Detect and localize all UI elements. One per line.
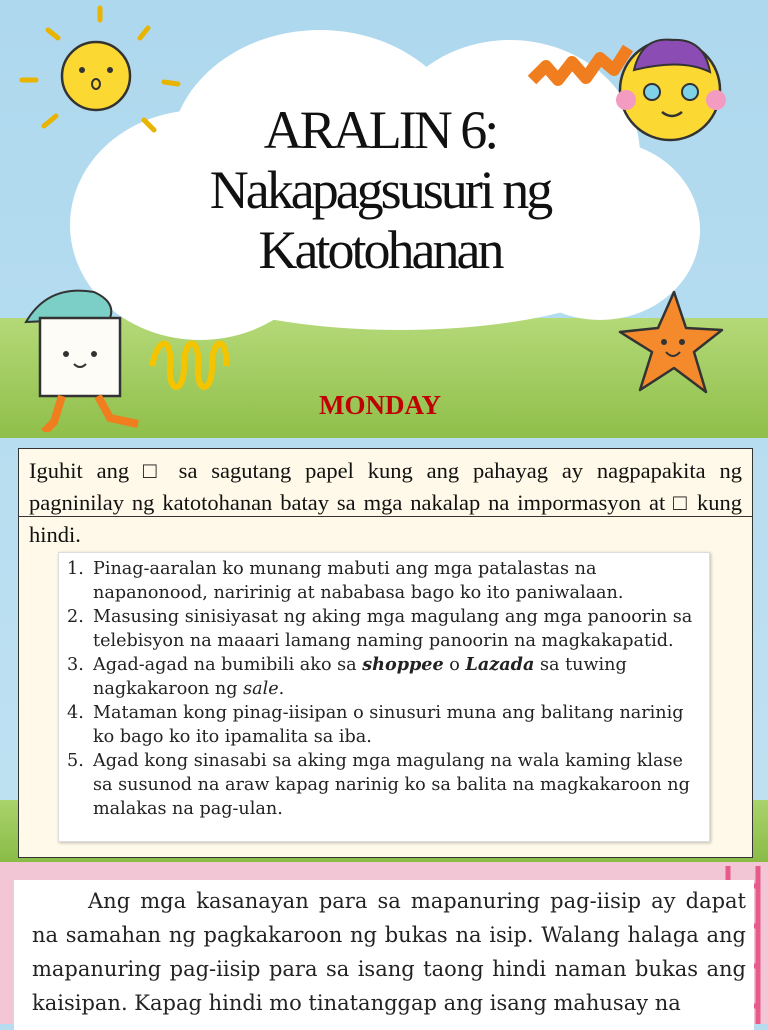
item-number: 2.	[67, 607, 84, 627]
title-line-1: ARALIN 6:	[263, 100, 497, 160]
item-text: Mataman kong pinag-iisipan o sinusuri muna ang balitang narinig ko bago ko ito ipamalita sa iba.	[93, 703, 684, 747]
lazada-emphasis: Lazada	[465, 654, 535, 675]
star-icon	[612, 288, 727, 398]
item-text-start: Agad-agad na bumibili ako sa	[93, 655, 363, 675]
item-text: Masusing sinisiyasat ng aking mga magulang ang mga panoorin sa telebisyon na maaari lamang naming panoorin na magkakapatid.	[93, 607, 693, 651]
list-item	[67, 749, 703, 821]
shoppee-emphasis: shoppee	[362, 654, 444, 675]
item-text: Pinag-aaralan ko munang mabuti ang mga patalastas na napanonood, naririnig at nababasa bago ko ito paniwalaan.	[93, 559, 624, 603]
item-number: 3.	[67, 655, 84, 675]
instruction-text: Iguhit ang □ sa sagutang papel kung ang pahayag ay nagpapakita ng pagninilay ng katotohanan batay sa mga nakalap na impormasyon at □ kung hindi.	[29, 458, 742, 547]
item-text-end: .	[278, 679, 285, 699]
item-text-or: o	[443, 655, 466, 675]
title-line-3: Katotohanan	[258, 220, 502, 280]
title-line-2: Nakapagsusuri ng	[209, 160, 551, 220]
list-item	[67, 605, 703, 653]
day-label: MONDAY	[318, 390, 441, 420]
item-number: 1.	[67, 559, 84, 579]
item-number: 5.	[67, 751, 84, 771]
paragraph-text: Ang mga kasanayan para sa mapanuring pag-iisip ay dapat na samahan ng pagkakaroon ng bukas na isip. Walang halaga ang mapanuring pag-iisip para sa isang taong hindi naman bukas ang kaisipan. Kapag hindi mo tinatanggap ang isang mahusay na	[32, 889, 746, 1015]
reading-paragraph	[14, 880, 754, 1030]
item-text	[93, 653, 703, 701]
lesson-title	[120, 100, 640, 280]
item-text-middle: sa tuwing nagkakaroon ng	[93, 655, 627, 699]
spring-icon	[148, 336, 238, 396]
sale-emphasis: sale	[243, 679, 279, 699]
list-item	[67, 701, 703, 749]
box-character-icon	[18, 282, 153, 432]
statement-list	[58, 552, 710, 842]
item-number: 4.	[67, 703, 84, 723]
list-item	[67, 557, 703, 605]
list-item	[67, 653, 703, 701]
item-text: Agad kong sinasabi sa aking mga magulang na wala kaming klase sa susunod na araw kapag narinig ko sa balita na magkakaroon ng malakas na pag-ulan.	[93, 751, 690, 819]
